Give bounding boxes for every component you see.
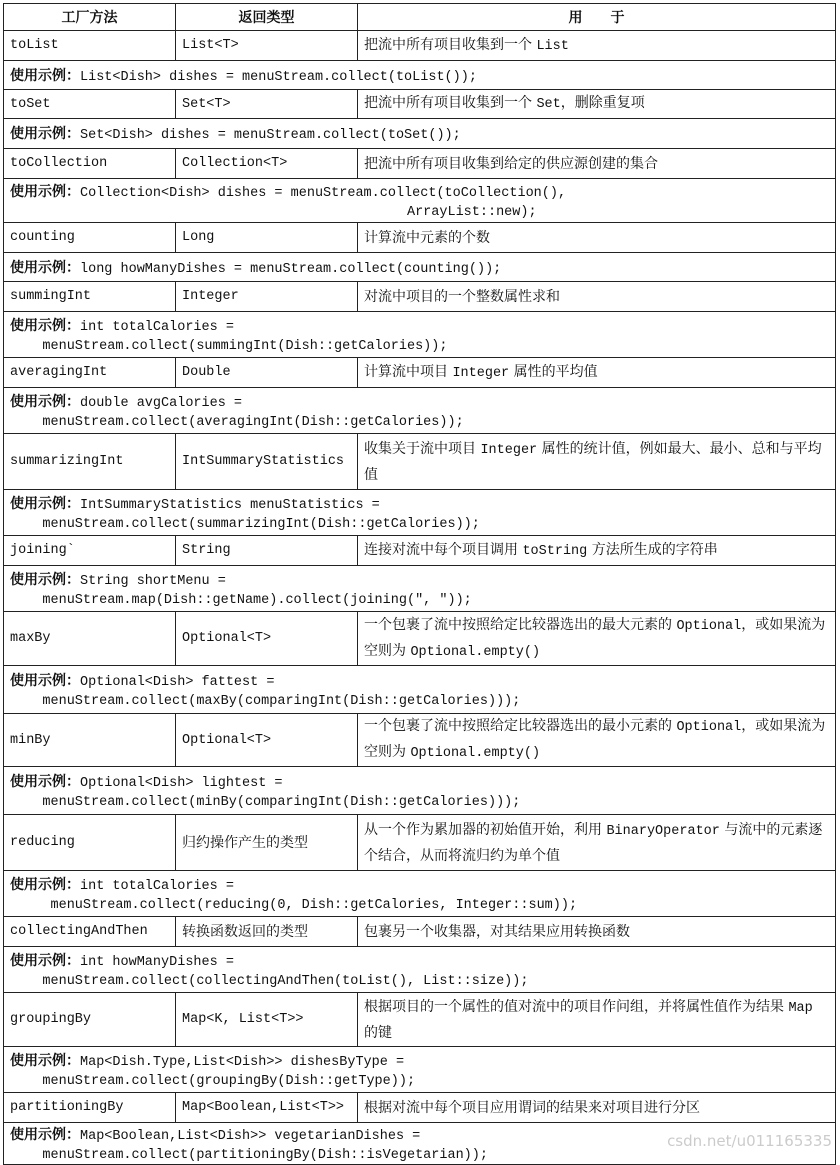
usage-text-fragment: ，或如果流为空则为	[364, 616, 826, 659]
example-code: IntSummaryStatistics menuStatistics = menuStream.collect(summarizingInt(Dish::getCalories));	[42, 497, 480, 532]
example-code: int howManyDishes = menuStream.collect(collectingAndThen(toList(), List::size));	[42, 954, 529, 989]
example-row	[4, 490, 836, 536]
usage-text-fragment: 与流中的元素逐个结合，从而将流归约为单个值	[364, 821, 823, 864]
usage-code-fragment: List	[536, 38, 569, 54]
usage-cell	[358, 149, 836, 179]
example-cell	[4, 767, 836, 815]
table-row	[4, 31, 836, 61]
usage-cell	[358, 282, 836, 312]
usage-text-fragment: 包裹另一个收集器，对其结果应用转换函数	[364, 923, 630, 940]
factory-method-cell: reducing	[4, 815, 176, 871]
factory-method-cell: minBy	[4, 714, 176, 767]
header-row	[4, 4, 836, 31]
example-row	[4, 871, 836, 917]
example-label: 使用示例：	[10, 773, 80, 790]
example-cell	[4, 566, 836, 612]
usage-cell	[358, 612, 836, 666]
factory-method-cell: maxBy	[4, 612, 176, 666]
return-type-cell: Integer	[176, 282, 358, 312]
usage-text-fragment: 的键	[364, 1024, 392, 1041]
example-row	[4, 1047, 836, 1093]
example-row	[4, 61, 836, 90]
example-code: Map<Dish.Type,List<Dish>> dishesByType = menuStream.collect(groupingBy(Dish::getType));	[42, 1054, 416, 1089]
example-label: 使用示例：	[10, 1052, 80, 1069]
watermark: csdn.net/u011165335	[667, 1132, 832, 1150]
example-label: 使用示例：	[10, 67, 80, 84]
usage-text-fragment: 根据对流中每个项目应用谓词的结果来对项目进行分区	[364, 1099, 700, 1116]
usage-code-fragment: toString	[522, 543, 588, 559]
example-row	[4, 179, 836, 223]
usage-cell	[358, 31, 836, 61]
example-label: 使用示例：	[10, 495, 80, 512]
example-code: int totalCalories = menuStream.collect(reducing(0, Dish::getCalories, Integer::sum));	[50, 878, 578, 913]
example-code: int totalCalories = menuStream.collect(summingInt(Dish::getCalories));	[42, 319, 448, 354]
example-label: 使用示例：	[10, 952, 80, 969]
usage-cell	[358, 993, 836, 1047]
return-type-cell: Long	[176, 223, 358, 253]
factory-method-cell: groupingBy	[4, 993, 176, 1047]
usage-cell	[358, 434, 836, 490]
header-return-type: 返回类型	[176, 4, 358, 31]
example-label: 使用示例：	[10, 1126, 80, 1143]
usage-text-fragment: 属性的平均值	[509, 363, 598, 380]
example-label: 使用示例：	[10, 259, 80, 276]
return-type-cell: 转换函数返回的类型	[176, 917, 358, 947]
usage-code-fragment: Optional	[676, 720, 742, 735]
usage-text-fragment: 从一个作为累加器的初始值开始，利用	[364, 821, 607, 838]
example-row	[4, 312, 836, 358]
return-type-cell: Map<Boolean,List<T>>	[176, 1093, 358, 1123]
usage-cell	[358, 714, 836, 767]
table-row	[4, 536, 836, 566]
table-row	[4, 223, 836, 253]
usage-cell	[358, 90, 836, 119]
usage-code-fragment: Integer	[452, 365, 510, 381]
example-cell	[4, 1047, 836, 1093]
table-row	[4, 1093, 836, 1123]
example-cell	[4, 666, 836, 714]
usage-text-fragment: 一个包裹了流中按照给定比较器选出的最小元素的	[364, 718, 677, 734]
return-type-cell: Optional<T>	[176, 714, 358, 767]
example-code: double avgCalories = menuStream.collect(averagingInt(Dish::getCalories));	[42, 395, 464, 430]
table-row	[4, 993, 836, 1047]
example-cell	[4, 490, 836, 536]
header-usage: 用 于	[358, 4, 836, 31]
factory-method-cell: counting	[4, 223, 176, 253]
example-code: Optional<Dish> fattest = menuStream.collect(maxBy(comparingInt(Dish::getCalories)));	[42, 674, 521, 709]
table-row	[4, 282, 836, 312]
usage-text-fragment: 把流中所有项目收集到给定的供应源创建的集合	[364, 155, 658, 172]
usage-text-fragment: 一个包裹了流中按照给定比较器选出的最大元素的	[364, 616, 677, 633]
table-row	[4, 714, 836, 767]
usage-text-fragment: 把流中所有项目收集到一个	[364, 36, 537, 53]
example-label: 使用示例：	[10, 317, 80, 334]
example-cell	[4, 179, 836, 223]
usage-cell	[358, 815, 836, 871]
example-cell	[4, 871, 836, 917]
example-row	[4, 767, 836, 815]
usage-code-fragment: Optional	[676, 618, 742, 634]
example-code: List<Dish> dishes = menuStream.collect(toList());	[80, 69, 477, 85]
header-factory-method: 工厂方法	[4, 4, 176, 31]
example-row	[4, 119, 836, 149]
usage-text-fragment: ，删除重复项	[560, 95, 645, 111]
example-label: 使用示例：	[10, 393, 80, 410]
example-row	[4, 947, 836, 993]
usage-code-fragment: Integer	[480, 442, 538, 458]
usage-cell	[358, 358, 836, 388]
usage-cell	[358, 536, 836, 566]
example-cell	[4, 947, 836, 993]
table-body	[4, 31, 836, 1165]
factory-method-cell: toCollection	[4, 149, 176, 179]
factory-method-cell: toSet	[4, 90, 176, 119]
example-row	[4, 253, 836, 282]
example-code: String shortMenu = menuStream.map(Dish::getName).collect(joining(", "));	[42, 573, 472, 608]
return-type-cell: Map<K, List<T>>	[176, 993, 358, 1047]
factory-method-cell: summarizingInt	[4, 434, 176, 490]
table-row	[4, 434, 836, 490]
return-type-cell: Set<T>	[176, 90, 358, 119]
usage-cell	[358, 1093, 836, 1123]
usage-code-fragment: Map	[788, 1000, 813, 1016]
example-row	[4, 388, 836, 434]
return-type-cell: String	[176, 536, 358, 566]
example-label: 使用示例：	[10, 672, 80, 689]
usage-text-fragment: 计算流中元素的个数	[364, 229, 490, 246]
example-row	[4, 566, 836, 612]
usage-text-fragment: 连接对流中每个项目调用	[364, 541, 523, 558]
usage-text-fragment: 方法所生成的字符串	[587, 541, 718, 558]
example-code: Map<Boolean,List<Dish>> vegetarianDishes = menuStream.collect(partitioningBy(Dish::isVegetarian));	[42, 1128, 488, 1163]
return-type-cell: Double	[176, 358, 358, 388]
example-cell	[4, 253, 836, 282]
example-label: 使用示例：	[10, 876, 80, 893]
factory-method-cell: joining`	[4, 536, 176, 566]
usage-text-fragment: 根据项目的一个属性的值对流中的项目作问组，并将属性值作为结果	[364, 998, 789, 1015]
example-cell	[4, 61, 836, 90]
return-type-cell: Optional<T>	[176, 612, 358, 666]
factory-method-cell: partitioningBy	[4, 1093, 176, 1123]
usage-text-fragment: 收集关于流中项目	[364, 440, 481, 457]
usage-text-fragment: 把流中所有项目收集到一个	[364, 95, 537, 111]
factory-method-cell: collectingAndThen	[4, 917, 176, 947]
example-label: 使用示例：	[10, 571, 80, 588]
table-row	[4, 358, 836, 388]
example-code: Optional<Dish> lightest = menuStream.collect(minBy(comparingInt(Dish::getCalories)));	[42, 775, 521, 810]
example-cell	[4, 312, 836, 358]
usage-code-fragment: Set	[536, 97, 561, 112]
factory-method-cell: averagingInt	[4, 358, 176, 388]
return-type-cell: 归约操作产生的类型	[176, 815, 358, 871]
usage-text-fragment: 计算流中项目	[364, 363, 453, 380]
example-code: Collection<Dish> dishes = menuStream.collect(toCollection(), ArrayList::new);	[80, 185, 567, 220]
example-label: 使用示例：	[10, 126, 80, 142]
collectors-table	[3, 3, 836, 1165]
table-row	[4, 612, 836, 666]
example-row	[4, 666, 836, 714]
example-label: 使用示例：	[10, 183, 80, 200]
table-row	[4, 815, 836, 871]
example-code: Set<Dish> dishes = menuStream.collect(toSet());	[80, 128, 461, 143]
table-row	[4, 917, 836, 947]
factory-method-cell: summingInt	[4, 282, 176, 312]
usage-code-fragment: Optional.empty()	[410, 746, 541, 761]
usage-text-fragment: ，或如果流为空则为	[364, 718, 826, 760]
factory-method-cell: toList	[4, 31, 176, 61]
example-code: long howManyDishes = menuStream.collect(counting());	[80, 261, 502, 277]
usage-code-fragment: BinaryOperator	[606, 823, 720, 839]
example-cell	[4, 388, 836, 434]
usage-cell	[358, 917, 836, 947]
usage-text-fragment: 属性的统计值，例如最大、最小、总和与平均值	[364, 440, 822, 483]
table-row	[4, 149, 836, 179]
usage-code-fragment: Optional.empty()	[410, 644, 541, 660]
usage-text-fragment: 对流中项目的一个整数属性求和	[364, 288, 560, 305]
example-cell	[4, 119, 836, 149]
usage-cell	[358, 223, 836, 253]
return-type-cell: IntSummaryStatistics	[176, 434, 358, 490]
table-row	[4, 90, 836, 119]
return-type-cell: List<T>	[176, 31, 358, 61]
return-type-cell: Collection<T>	[176, 149, 358, 179]
